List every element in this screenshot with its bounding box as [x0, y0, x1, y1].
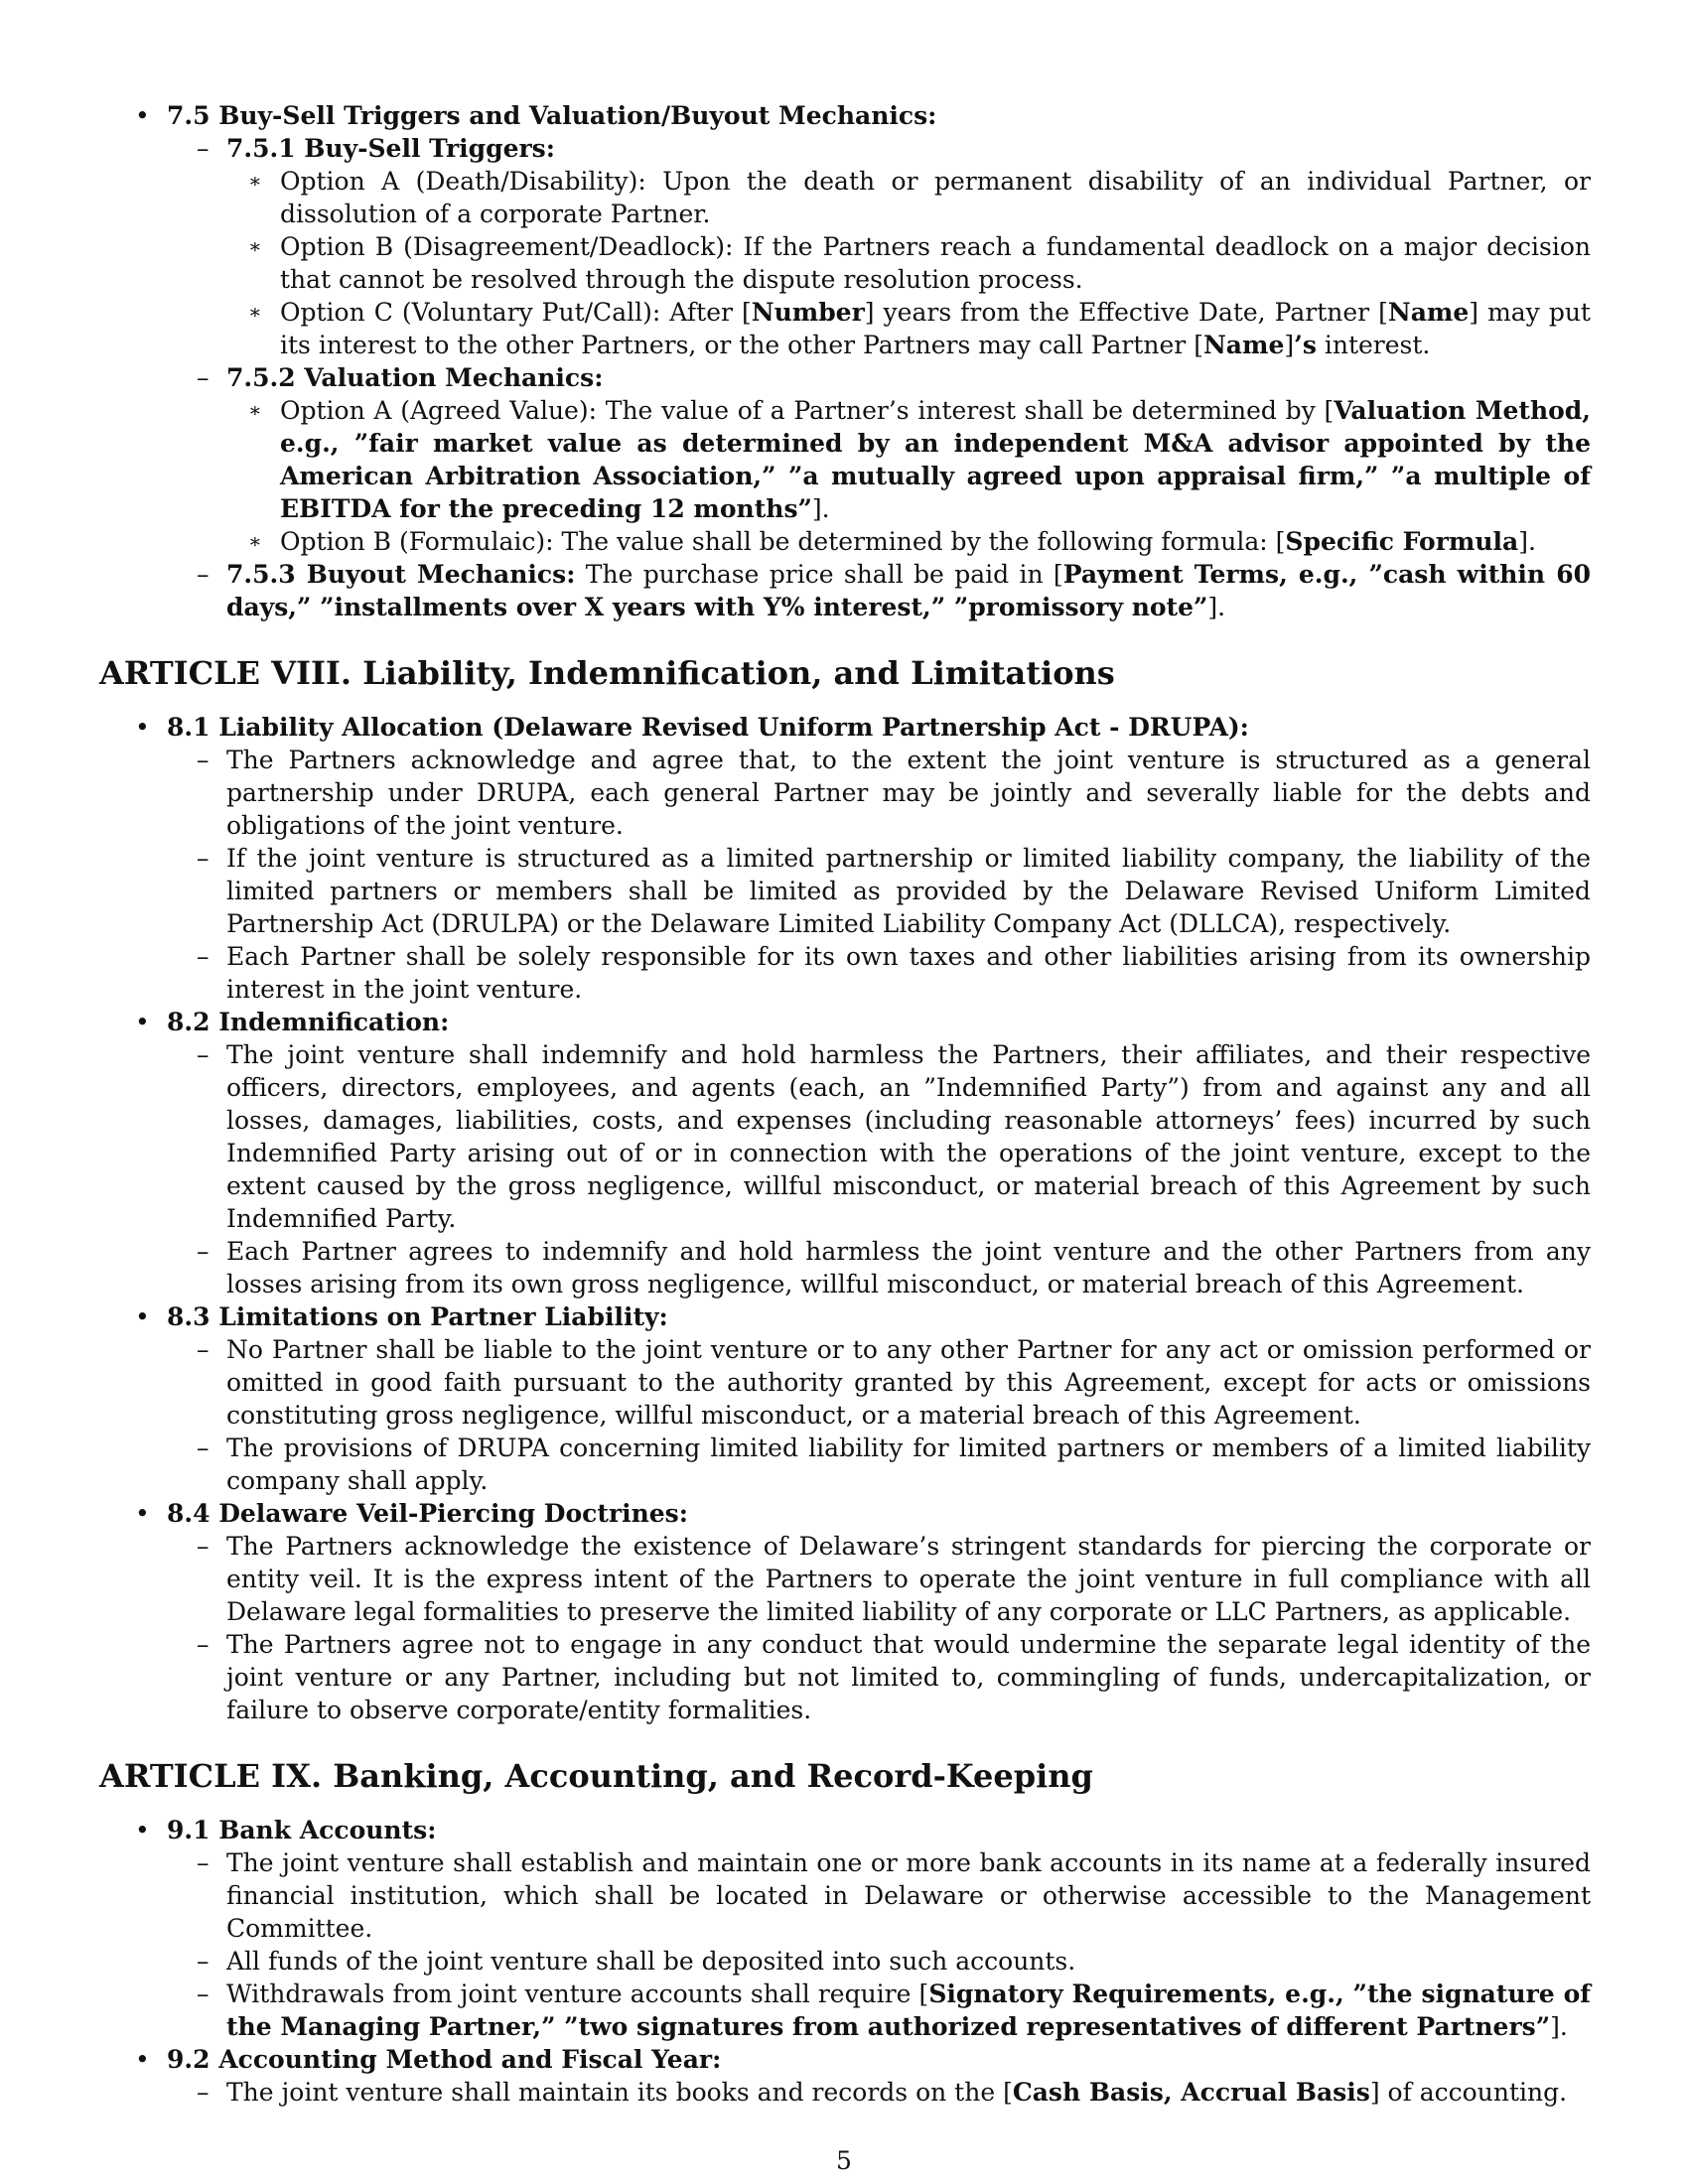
placeholder-valuation-method: Valuation Method, e.g., ”fair market value as determined by an independent M&A advisor appointed by the American Arbitration Association,” ”a mutually agreed upon appraisal firm,” ”a multiple of EBITDA for the preceding 12 months” [280, 396, 1591, 523]
option-a-agreed-text: ]. [811, 494, 830, 523]
section-7-5-title: 7.5 Buy-Sell Triggers and Valuation/Buyout Mechanics: [167, 101, 937, 130]
dash-icon: – [197, 1979, 210, 2008]
dash-icon: – [197, 1335, 210, 1364]
item-text: Withdrawals from joint venture accounts shall require [ [226, 1979, 929, 2008]
list-item [99, 230, 1591, 296]
placeholder-accounting-basis: Cash Basis, Accrual Basis [1012, 2078, 1370, 2107]
placeholder-formula: Specific Formula [1285, 527, 1519, 556]
section-8-2-title: 8.2 Indemnification: [167, 1008, 450, 1036]
bullet-icon: • [135, 2045, 150, 2074]
placeholder-name: Name [1202, 331, 1285, 359]
dash-icon: – [197, 1433, 210, 1462]
dash-icon: – [197, 1947, 210, 1976]
option-b-formula-text: ]. [1518, 527, 1536, 556]
article-8-heading: ARTICLE VIII. Liability, Indemnification, and Limitations [99, 654, 1115, 692]
dash-icon: – [197, 363, 210, 392]
option-c-text: Option C (Voluntary Put/Call): After [ [280, 298, 752, 327]
list-item [99, 1628, 1591, 1726]
dash-icon: – [197, 560, 210, 589]
item-text: ]. [1550, 2012, 1568, 2041]
section-8-3 [99, 1300, 1591, 1333]
dash-icon: – [197, 1040, 210, 1069]
section-7-5-2-title: 7.5.2 Valuation Mechanics: [226, 363, 604, 392]
bullet-icon: • [135, 713, 150, 742]
section-8-1-title: 8.1 Liability Allocation (Delaware Revised Uniform Partnership Act - DRUPA): [167, 713, 1249, 742]
item-text: The Partners acknowledge the existence of Delaware’s stringent standards for piercing the corporate or entity veil. It is the express intent of the Partners to operate the joint venture in full compliance with all Delaware legal formalities to preserve the limited liability of any corporate or LLC Partners, as applicable. [226, 1532, 1591, 1626]
option-b-deadlock-text: Option B (Disagreement/Deadlock): If the Partners reach a fundamental deadlock on a major decision that cannot be resolved through the dispute resolution process. [280, 232, 1591, 294]
list-item [99, 2076, 1591, 2109]
item-text: If the joint venture is structured as a limited partnership or limited liability company, the liability of the limited partners or members shall be limited as provided by the Delaware Revised Uniform Limited Partnership Act (DRULPA) or the Delaware Limited Liability Company Act (DLLCA), respectively. [226, 844, 1591, 938]
item-text: All funds of the joint venture shall be deposited into such accounts. [226, 1947, 1076, 1976]
option-c-text: ] years from the Effective Date, Partner [ [864, 298, 1388, 327]
section-7-5 [99, 99, 1591, 132]
bullet-icon: • [135, 1499, 150, 1528]
option-a-agreed-text: Option A (Agreed Value): The value of a Partner’s interest shall be determined by [ [280, 396, 1335, 425]
list-item [99, 165, 1591, 230]
section-9-1 [99, 1814, 1591, 1846]
placeholder-payment-terms: Payment Terms, e.g., ”cash within 60 days,” ”installments over X years with Y% interest,” ”promissory note” [226, 560, 1591, 621]
placeholder-name: Name [1387, 298, 1470, 327]
section-8-4 [99, 1497, 1591, 1530]
section-8-3-title: 8.3 Limitations on Partner Liability: [167, 1302, 668, 1331]
section-9-1-title: 9.1 Bank Accounts: [167, 1816, 437, 1844]
option-a-death-text: Option A (Death/Disability): Upon the death or permanent disability of an individual Partner, or dissolution of a corporate Partner. [280, 167, 1591, 228]
placeholder-number: Number [751, 298, 865, 327]
dash-icon: – [197, 2078, 210, 2107]
asterisk-icon: ∗ [248, 529, 262, 553]
list-item [99, 1978, 1591, 2043]
list-item [99, 1333, 1591, 1432]
document-body [99, 99, 1591, 2109]
bullet-icon: • [135, 1302, 150, 1331]
section-9-2-title: 9.2 Accounting Method and Fiscal Year: [167, 2045, 722, 2074]
buyout-text: ]. [1207, 593, 1226, 621]
option-c-text: ] [1284, 331, 1295, 359]
list-item [99, 1432, 1591, 1497]
dash-icon: – [197, 746, 210, 774]
bullet-icon: • [135, 101, 150, 130]
section-9-2 [99, 2043, 1591, 2076]
item-text: The Partners acknowledge and agree that, to the extent the joint venture is structured as a general partnership under DRUPA, each general Partner may be jointly and severally liable for the debts and obligations of the joint venture. [226, 746, 1591, 840]
list-item [99, 394, 1591, 525]
section-7-5-1-title: 7.5.1 Buy-Sell Triggers: [226, 134, 555, 163]
section-8-1 [99, 711, 1591, 744]
option-c-text: interest. [1316, 331, 1431, 359]
dash-icon: – [197, 1848, 210, 1877]
page-number: 5 [836, 2146, 852, 2175]
section-7-5-2 [99, 361, 1591, 394]
buyout-text: The purchase price shall be paid in [ [575, 560, 1063, 589]
item-text: The provisions of DRUPA concerning limited liability for limited partners or members of a limited liability company shall apply. [226, 1433, 1591, 1495]
item-text: Each Partner agrees to indemnify and hold harmless the joint venture and the other Partners from any losses arising from its own gross negligence, willful misconduct, or material breach of this Agreement. [226, 1237, 1591, 1298]
section-7-5-1 [99, 132, 1591, 165]
article-9-heading: ARTICLE IX. Banking, Accounting, and Record-Keeping [99, 1757, 1093, 1795]
option-b-formula-text: Option B (Formulaic): The value shall be determined by the following formula: [ [280, 527, 1286, 556]
item-text: Each Partner shall be solely responsible for its own taxes and other liabilities arising from its ownership interest in the joint venture. [226, 942, 1591, 1004]
dash-icon: – [197, 134, 210, 163]
list-item [99, 1530, 1591, 1628]
placeholder-signatory: Signatory Requirements, e.g., ”the signature of the Managing Partner,” ”two signatures from authorized representatives of different Partners” [226, 1979, 1591, 2041]
item-text: The joint venture shall establish and maintain one or more bank accounts in its name at a federally insured financial institution, which shall be located in Delaware or otherwise accessible to the Management Committee. [226, 1848, 1591, 1943]
item-text: The joint venture shall indemnify and hold harmless the Partners, their affiliates, and their respective officers, directors, employees, and agents (each, an ”Indemnified Party”) from and against any and all losses, damages, liabilities, costs, and expenses (including reasonable attorneys’ fees) incurred by such Indemnified Party arising out of or in connection with the operations of the joint venture, except to the extent caused by the gross negligence, willful misconduct, or material breach of this Agreement by such Indemnified Party. [226, 1040, 1591, 1233]
asterisk-icon: ∗ [248, 169, 262, 193]
dash-icon: – [197, 1237, 210, 1266]
list-item [99, 744, 1591, 842]
list-item [99, 1235, 1591, 1300]
section-7-5-3-title: 7.5.3 Buyout Mechanics: [226, 560, 576, 589]
possessive-suffix: ’s [1294, 331, 1317, 359]
item-text: No Partner shall be liable to the joint venture or to any other Partner for any act or omission performed or omitted in good faith pursuant to the authority granted by this Agreement, except for acts or omissions constituting gross negligence, willful misconduct, or a material breach of this Agreement. [226, 1335, 1591, 1430]
section-7-5-3 [99, 558, 1591, 623]
item-text: The joint venture shall maintain its books and records on the [ [226, 2078, 1013, 2107]
list-item [99, 842, 1591, 940]
bullet-icon: • [135, 1816, 150, 1844]
section-8-4-title: 8.4 Delaware Veil-Piercing Doctrines: [167, 1499, 688, 1528]
list-item [99, 296, 1591, 361]
section-8-2 [99, 1006, 1591, 1038]
list-item [99, 525, 1591, 558]
asterisk-icon: ∗ [248, 300, 262, 324]
dash-icon: – [197, 942, 210, 971]
list-item [99, 940, 1591, 1006]
item-text: The Partners agree not to engage in any conduct that would undermine the separate legal identity of the joint venture or any Partner, including but not limited to, commingling of funds, undercapitalization, or failure to observe corporate/entity formalities. [226, 1630, 1591, 1724]
list-item [99, 1846, 1591, 1945]
list-item [99, 1945, 1591, 1978]
dash-icon: – [197, 844, 210, 873]
asterisk-icon: ∗ [248, 398, 262, 422]
option-c-text: ] may put its interest to the other Partners, or the other Partners may call Partner [ [280, 298, 1591, 359]
bullet-icon: • [135, 1008, 150, 1036]
item-text: ] of accounting. [1369, 2078, 1568, 2107]
asterisk-icon: ∗ [248, 234, 262, 258]
list-item [99, 1038, 1591, 1235]
dash-icon: – [197, 1532, 210, 1561]
dash-icon: – [197, 1630, 210, 1659]
